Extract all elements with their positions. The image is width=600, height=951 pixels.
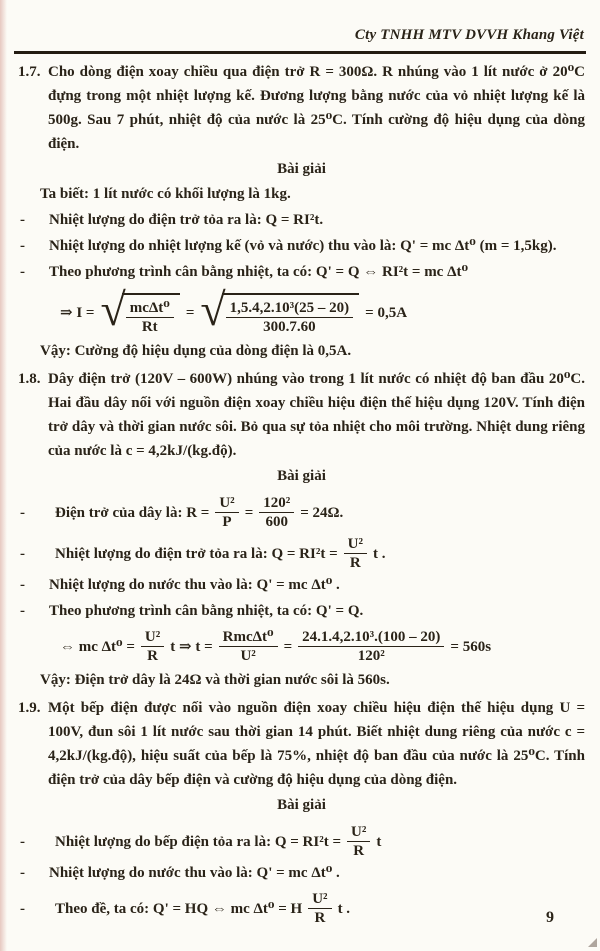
problem-number: 1.8. bbox=[18, 371, 41, 387]
solution-intro: Ta biết: 1 lít nước có khối lượng là 1kg. bbox=[40, 186, 291, 202]
formula-line bbox=[60, 284, 585, 335]
numerator: 24.1.4,2.10³.(100 – 20) bbox=[298, 629, 444, 647]
running-header: Cty TNHH MTV DVVH Khang Việt bbox=[354, 27, 584, 43]
fraction bbox=[259, 495, 294, 530]
header-rule bbox=[14, 51, 586, 54]
radical-sign: √ bbox=[200, 284, 226, 335]
solution-step bbox=[18, 891, 585, 926]
solution-step bbox=[18, 208, 585, 232]
bullet-dash: - bbox=[20, 504, 25, 521]
numerator: U² bbox=[344, 536, 367, 554]
denominator: R bbox=[147, 648, 159, 664]
scan-corner-artifact bbox=[588, 938, 597, 947]
denominator: 300.7.60 bbox=[263, 319, 316, 335]
problem-text: Dây điện trở (120V – 600W) nhúng vào trong 1 lít nước có nhiệt độ ban đầu 20⁰C. Hai đầu dây nối với nguồn điện xoay chiều hiệu điện thế hiệu dụng 120V. Tính điện trở dây và thời gian nước sôi. Bỏ qua sự tỏa nhiệt cho môi trường. Nhiệt dung riêng của nước là c = 4,2kJ/(kg.độ). bbox=[48, 371, 585, 459]
numerator: 1,5.4,2.10³(25 – 20) bbox=[226, 300, 354, 318]
problem-number: 1.9. bbox=[18, 700, 41, 716]
formula-segment: ⇔ mc Δt⁰ = bbox=[60, 638, 135, 655]
bullet-dash: - bbox=[20, 577, 25, 593]
formula-segment: t bbox=[376, 833, 382, 850]
page-content bbox=[18, 60, 585, 928]
solution-step bbox=[18, 824, 585, 859]
page-number: 9 bbox=[546, 909, 554, 926]
radical-sign: √ bbox=[100, 284, 126, 335]
solution-step bbox=[18, 599, 585, 623]
step-text: Nhiệt lượng do điện trở tỏa ra là: Q = RI²t = bbox=[55, 545, 338, 562]
step-text: Theo phương trình cân bằng nhiệt, ta có: Q' = Q ⇔ RI²t = mc Δt⁰ bbox=[49, 264, 469, 280]
solution-step bbox=[18, 260, 585, 284]
solution-step bbox=[18, 573, 585, 597]
step-text: Nhiệt lượng do điện trở tỏa ra là: Q = RI²t. bbox=[49, 212, 324, 228]
denominator: P bbox=[222, 514, 232, 530]
step-text: Theo phương trình cân bằng nhiệt, ta có: Q' = Q. bbox=[49, 603, 364, 619]
denominator: U² bbox=[240, 648, 256, 664]
denominator: R bbox=[349, 555, 361, 571]
step-text: Nhiệt lượng do nước thu vào là: Q' = mc Δt⁰ . bbox=[49, 577, 340, 593]
bullet-dash: - bbox=[20, 603, 25, 619]
numerator: mcΔt⁰ bbox=[126, 300, 174, 318]
bullet-dash: - bbox=[20, 833, 25, 850]
numerator: 120² bbox=[259, 495, 294, 513]
bullet-dash: - bbox=[20, 865, 25, 881]
solution-conclusion: Vậy: Điện trở dây là 24Ω và thời gian nước sôi là 560s. bbox=[40, 672, 390, 688]
bullet-dash: - bbox=[20, 238, 25, 254]
formula-segment: t ⇒ t = bbox=[170, 638, 213, 655]
problem-1-8-statement bbox=[18, 367, 585, 463]
fraction bbox=[298, 629, 444, 664]
solution-step bbox=[18, 495, 585, 530]
solution-heading: Bài giải bbox=[277, 161, 326, 177]
fraction bbox=[126, 300, 174, 335]
fraction bbox=[215, 495, 238, 530]
formula-segment: = bbox=[244, 504, 254, 521]
denominator: Rt bbox=[141, 319, 158, 335]
fraction bbox=[344, 536, 367, 571]
denominator: 600 bbox=[265, 514, 288, 530]
problem-1-7-statement bbox=[18, 60, 585, 156]
square-root bbox=[100, 284, 179, 335]
fraction bbox=[219, 629, 278, 664]
bullet-dash: - bbox=[20, 212, 25, 228]
formula-segment: t . bbox=[337, 900, 351, 917]
formula-segment: = bbox=[283, 638, 293, 655]
bullet-dash: - bbox=[20, 545, 25, 562]
step-text: Nhiệt lượng do bếp điện tỏa ra là: Q = RI²t = bbox=[55, 833, 341, 850]
fraction bbox=[226, 300, 354, 335]
formula-result: = 24Ω. bbox=[300, 504, 344, 521]
solution-step bbox=[18, 536, 585, 571]
denominator: 120² bbox=[357, 648, 385, 664]
solution-step bbox=[18, 861, 585, 885]
step-text: Nhiệt lượng do nước thu vào là: Q' = mc Δt⁰ . bbox=[49, 865, 340, 881]
problem-text: Một bếp điện được nối vào nguồn điện xoay chiều hiệu điện thế hiệu dụng U = 100V, đun sôi 1 lít nước sau thời gian 14 phút. Biết nhiệt dung riêng của nước c = 4,2kJ/(kg.độ), hiệu suất của bếp là 75%, nhiệt độ ban đầu của nước là 25⁰C. Tính điện trở của dây bếp điện và cường độ hiệu dụng của dòng điện. bbox=[48, 700, 585, 788]
solution-conclusion: Vậy: Cường độ hiệu dụng của dòng điện là 0,5A. bbox=[40, 343, 352, 359]
fraction bbox=[141, 629, 164, 664]
formula-segment: t . bbox=[372, 545, 386, 562]
problem-1-9-statement bbox=[18, 696, 585, 792]
fraction bbox=[308, 891, 331, 926]
step-text: Theo đề, ta có: Q' = HQ ⇔ mc Δt⁰ = H bbox=[55, 900, 303, 917]
formula-result: = 0,5A bbox=[365, 304, 408, 321]
numerator: U² bbox=[308, 891, 331, 909]
fraction bbox=[347, 824, 370, 859]
numerator: RmcΔt⁰ bbox=[219, 629, 278, 647]
solution-heading: Bài giải bbox=[277, 797, 326, 813]
square-root bbox=[200, 284, 359, 335]
numerator: U² bbox=[215, 495, 238, 513]
formula-result: = 560s bbox=[450, 638, 492, 655]
problem-number: 1.7. bbox=[18, 64, 41, 80]
step-text: Nhiệt lượng do nhiệt lượng kế (vỏ và nước) thu vào là: Q' = mc Δt⁰ (m = 1,5kg). bbox=[49, 238, 557, 254]
formula-segment: = bbox=[185, 304, 195, 321]
solution-heading: Bài giải bbox=[277, 468, 326, 484]
numerator: U² bbox=[347, 824, 370, 842]
formula-line bbox=[60, 629, 585, 664]
formula-segment: ⇒ I = bbox=[60, 304, 95, 321]
problem-text: Cho dòng điện xoay chiều qua điện trở R = 300Ω. R nhúng vào 1 lít nước ở 20⁰C đựng trong một nhiệt lượng kế. Đương lượng bằng nước của vỏ nhiệt lượng kế là 500g. Sau 7 phút, nhiệt độ của nước là 25⁰C. Tính cường độ hiệu dụng của dòng điện. bbox=[48, 64, 585, 152]
bullet-dash: - bbox=[20, 900, 25, 917]
step-text: Điện trở của dây là: R = bbox=[55, 504, 210, 521]
denominator: R bbox=[314, 910, 326, 926]
bullet-dash: - bbox=[20, 264, 25, 280]
numerator: U² bbox=[141, 629, 164, 647]
denominator: R bbox=[353, 843, 365, 859]
scan-edge-artifact bbox=[0, 0, 7, 951]
solution-step bbox=[18, 234, 585, 258]
